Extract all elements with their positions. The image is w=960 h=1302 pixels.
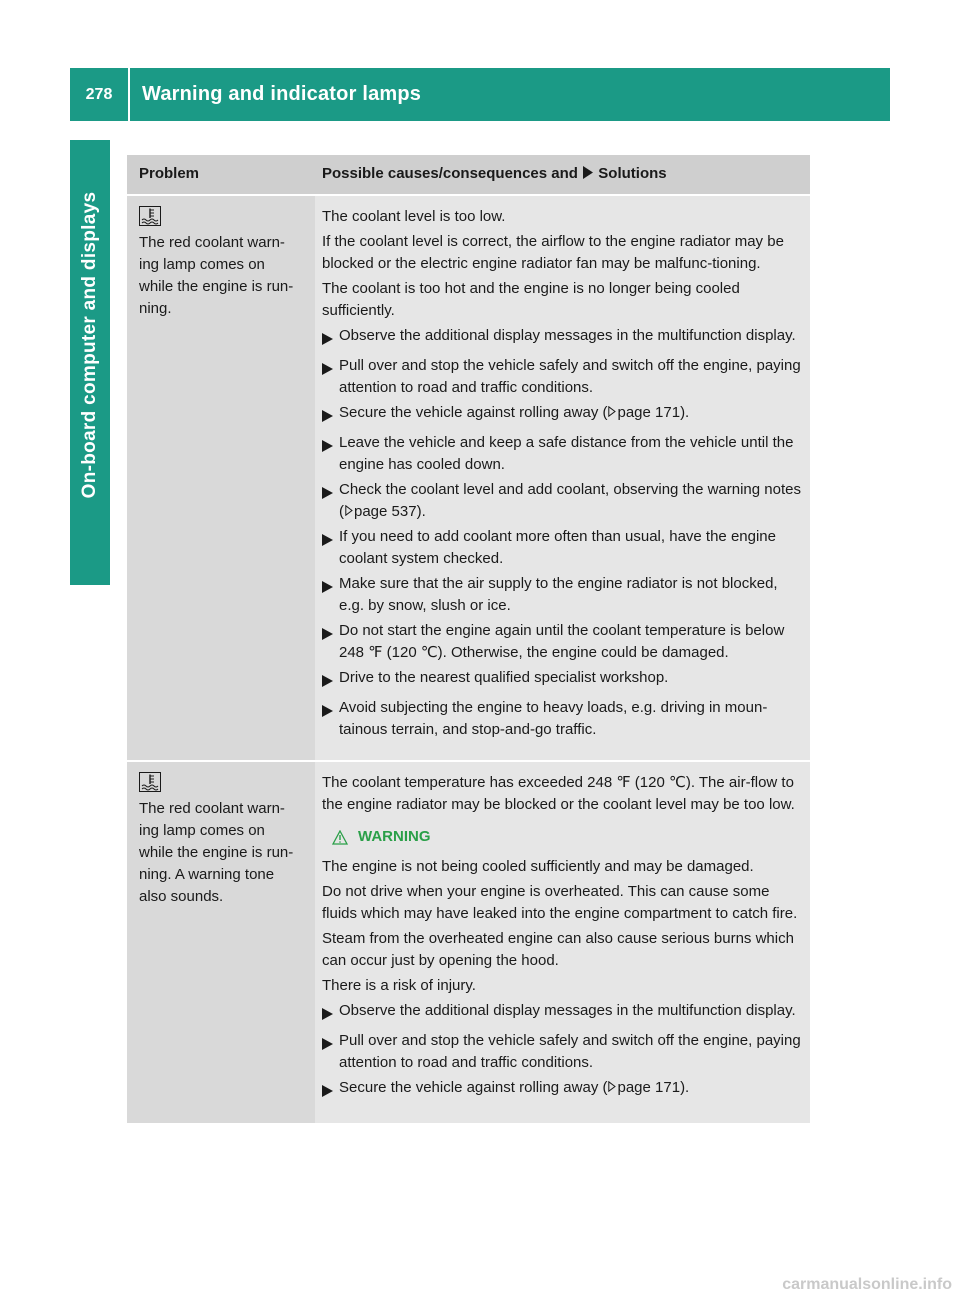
step-icon-wrap [322, 573, 339, 617]
step-text-before: Secure the vehicle against rolling away ( [339, 404, 608, 421]
step-icon-wrap [322, 355, 339, 399]
solution-paragraph: If the coolant level is correct, the airflow to the engine radiator may be blocked or the electric engine radiator fan may be malfunc-tioning. [322, 233, 784, 272]
instruction-step [322, 667, 804, 694]
step-text [339, 402, 804, 429]
page-reference-icon [345, 505, 353, 516]
step-text-after: ). [680, 1079, 690, 1096]
step-text-before: Check the coolant level and add coolant, observing the warning notes ( [339, 481, 801, 520]
step-text: Pull over and stop the vehicle safely and switch off the engine, paying attention to road and traffic conditions. [339, 357, 801, 396]
problem-icon-wrap [139, 772, 307, 794]
step-text [339, 479, 804, 523]
step-text: Drive to the nearest qualified specialist workshop. [339, 669, 669, 686]
solution-paragraph: There is a risk of injury. [322, 977, 476, 994]
solution-paragraph: Do not drive when your engine is overheated. This can cause some fluids which may have leaked into the engine compartment to catch fire. [322, 883, 798, 922]
table-row [127, 196, 810, 760]
problem-cell [127, 762, 315, 1123]
page-reference[interactable]: page 537 [354, 503, 417, 520]
page-reference[interactable]: page 171 [617, 404, 681, 421]
step-icon-wrap [322, 526, 339, 570]
solution-paragraph: The coolant is too hot and the engine is no longer being cooled sufficiently. [322, 280, 740, 319]
page-reference[interactable]: page 171 [617, 1079, 681, 1096]
solution-paragraph: Steam from the overheated engine can also cause serious burns which can occur just by opening the hood. [322, 930, 794, 969]
step-text: Do not start the engine again until the coolant temperature is below 248 ℉ (120 ℃). Otherwise, the engine could be damaged. [339, 622, 785, 661]
instruction-step [322, 355, 804, 399]
header-solutions-suffix: Solutions [598, 165, 667, 182]
instruction-step [322, 325, 804, 352]
step-arrow-icon [322, 1008, 333, 1020]
instruction-step [322, 526, 804, 570]
step-icon-wrap [322, 697, 339, 741]
instruction-step [322, 697, 804, 741]
step-arrow-icon [322, 675, 333, 687]
step-icon-wrap [322, 1077, 339, 1104]
step-icon-wrap [322, 479, 339, 523]
page-reference-icon [608, 1081, 616, 1092]
watermark: carmanualsonline.info [782, 1276, 952, 1293]
step-text: Pull over and stop the vehicle safely and switch off the engine, paying attention to road and traffic conditions. [339, 1032, 801, 1071]
step-icon-wrap [322, 1030, 339, 1074]
problem-cell [127, 196, 315, 760]
coolant-temperature-icon [139, 772, 161, 792]
step-text: Make sure that the air supply to the engine radiator is not blocked, e.g. by snow, slush or ice. [339, 575, 778, 614]
warning-heading [332, 826, 804, 848]
step-icon-wrap [322, 620, 339, 664]
header-divider [128, 68, 130, 121]
table-header-row [127, 155, 810, 194]
instruction-step [322, 1030, 804, 1074]
solution-paragraph: The coolant level is too low. [322, 208, 506, 225]
step-arrow-icon [322, 410, 333, 422]
step-arrow-icon [322, 581, 333, 593]
instruction-step [322, 620, 804, 664]
column-header-problem: Problem [127, 155, 315, 194]
table-row [127, 762, 810, 1123]
step-text-after: ). [416, 503, 426, 520]
solution-intro: The coolant temperature has exceeded 248 ℉ (120 ℃). The air-flow to the engine radiator may be blocked or the coolant level may be too low. [322, 774, 795, 813]
column-header-solutions [315, 155, 810, 194]
problem-text: The red coolant warn- ing lamp comes on while the engine is run- ning. [139, 234, 294, 317]
warning-label: WARNING [358, 828, 431, 845]
step-text-before: Secure the vehicle against rolling away ( [339, 1079, 608, 1096]
arrow-right-icon [582, 166, 594, 179]
solution-paragraph: The engine is not being cooled sufficiently and may be damaged. [322, 858, 754, 875]
solution-cell [315, 196, 810, 760]
instruction-step [322, 573, 804, 617]
step-arrow-icon [322, 534, 333, 546]
header-solutions-prefix: Possible causes/consequences and [322, 165, 578, 182]
step-text-after: ). [680, 404, 690, 421]
instruction-step [322, 432, 804, 476]
step-arrow-icon [322, 363, 333, 375]
warning-lamp-table [127, 155, 810, 1123]
step-arrow-icon [322, 333, 333, 345]
step-icon-wrap [322, 1000, 339, 1027]
step-icon-wrap [322, 325, 339, 352]
page-number: 278 [85, 85, 113, 103]
step-text: Leave the vehicle and keep a safe distance from the vehicle until the engine has cooled down. [339, 434, 794, 473]
step-arrow-icon [322, 487, 333, 499]
step-arrow-icon [322, 1038, 333, 1050]
solution-cell [315, 762, 810, 1123]
step-text: Observe the additional display messages in the multifunction display. [339, 327, 796, 344]
step-icon-wrap [322, 432, 339, 476]
instruction-step [322, 1000, 804, 1027]
step-text: Observe the additional display messages in the multifunction display. [339, 1002, 796, 1019]
step-text: Avoid subjecting the engine to heavy loads, e.g. driving in moun-tainous terrain, and stop-and-go traffic. [339, 699, 768, 738]
instruction-step [322, 1077, 804, 1104]
step-text [339, 1077, 804, 1104]
page-title: Warning and indicator lamps [142, 83, 422, 105]
step-icon-wrap [322, 667, 339, 694]
step-arrow-icon [322, 1085, 333, 1097]
page-reference-icon [608, 406, 616, 417]
chapter-tab-label: On-board computer and displays [79, 191, 100, 499]
problem-icon-wrap [139, 206, 307, 228]
instruction-step [322, 479, 804, 523]
step-arrow-icon [322, 440, 333, 452]
instruction-step [322, 402, 804, 429]
step-arrow-icon [322, 628, 333, 640]
step-arrow-icon [322, 705, 333, 717]
coolant-temperature-icon [139, 206, 161, 226]
warning-triangle-icon [332, 830, 348, 845]
step-text: If you need to add coolant more often than usual, have the engine coolant system checked. [339, 528, 776, 567]
problem-text: The red coolant warn- ing lamp comes on while the engine is run- ning. A warning tone also sounds. [139, 800, 294, 905]
step-icon-wrap [322, 402, 339, 429]
